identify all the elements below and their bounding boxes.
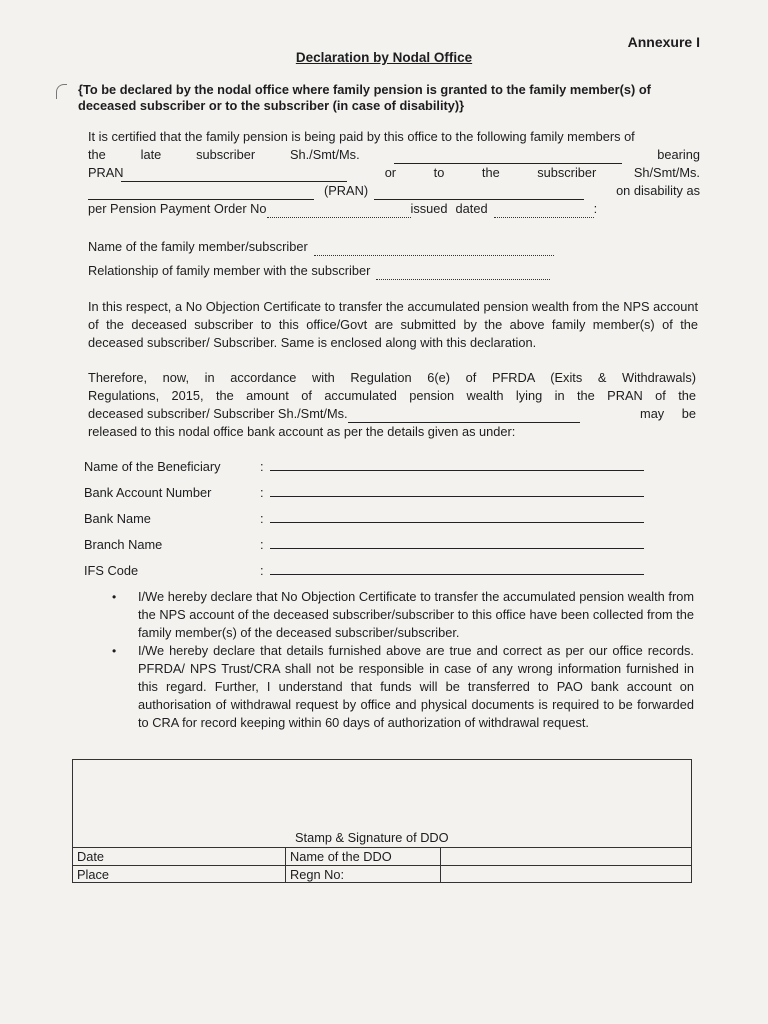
- field-colon: :: [260, 563, 264, 578]
- regulation-line-2: Regulations, 2015, the amount of accumulated pension wealth lying in the PRAN of the: [88, 388, 696, 403]
- declaration-list: [112, 588, 694, 732]
- field-colon: :: [260, 459, 264, 474]
- cert-line-3: [88, 164, 700, 182]
- regulation-line-3: [88, 405, 696, 423]
- signature-table: [73, 847, 691, 883]
- table-row: [73, 848, 691, 866]
- certification-paragraph: [88, 128, 700, 218]
- cert-word: bearing: [657, 147, 700, 162]
- cert-word: the: [481, 165, 500, 180]
- annexure-label: Annexure I: [627, 34, 700, 50]
- regn-value-cell[interactable]: [441, 866, 692, 884]
- cert-word: subscriber: [537, 165, 597, 180]
- cert-word: Sh/Smt/Ms.: [633, 165, 700, 180]
- field-branch-name: [84, 526, 644, 552]
- family-member-label: Name of the family member/subscriber: [88, 239, 308, 254]
- regulation-line-1: Therefore, now, in accordance with Regulation 6(e) of PFRDA (Exits & Withdrawals): [88, 370, 696, 385]
- subscriber-name-blank[interactable]: [394, 150, 622, 164]
- cert-word: the: [88, 147, 106, 162]
- ppo-number-blank[interactable]: [267, 205, 411, 218]
- family-member-block: [88, 238, 700, 280]
- declaration-text: I/We hereby declare that details furnished above are true and correct as per our office records. PFRDA/ NPS Trust/CRA shall not be responsible in case of any wrong information furnished in this regard. Further, I understand that funds will be transferred to PAO bank account on authorisation of withdrawal request by office and physical documents is required to be forwarded to CRA for record keeping within 60 days of authorization of withdrawal request.: [138, 643, 694, 730]
- field-label: Bank Name: [84, 511, 151, 526]
- branch-name-input[interactable]: [270, 534, 644, 549]
- cert-line-4: [88, 182, 700, 200]
- field-colon: :: [260, 537, 264, 552]
- list-item: [112, 588, 694, 642]
- cert-word: PRAN: [88, 165, 124, 180]
- bank-details: [84, 448, 644, 578]
- cert-word: issued: [410, 201, 448, 216]
- field-bank-name: [84, 500, 644, 526]
- cert-line-1: It is certified that the family pension is being paid by this office to the following family members of: [88, 129, 635, 144]
- date-cell[interactable]: Date: [73, 848, 286, 866]
- cert-word: per Pension Payment Order No: [88, 201, 267, 216]
- family-member-blank[interactable]: [314, 243, 554, 256]
- field-beneficiary-name: [84, 448, 644, 474]
- relationship-row: [88, 262, 700, 280]
- cert-line-5: [88, 200, 700, 218]
- bullet-icon: •: [112, 590, 117, 604]
- family-member-row: [88, 238, 700, 256]
- ddo-name-cell[interactable]: Name of the DDO: [286, 848, 441, 866]
- field-colon: :: [260, 485, 264, 500]
- regn-cell[interactable]: Regn No:: [286, 866, 441, 884]
- field-label: Branch Name: [84, 537, 163, 552]
- declaration-text: I/We hereby declare that No Objection Certificate to transfer the accumulated pension wealth from the NPS account of the deceased subscriber/subscriber to this office have been collected from the family member(s) of the deceased subscriber/subscriber.: [138, 589, 694, 640]
- field-colon: :: [260, 511, 264, 526]
- noc-paragraph: In this respect, a No Objection Certificate to transfer the accumulated pension wealth from the NPS account of the deceased subscriber to this office/Govt are submitted by the above family member(s) of the deceased subscriber/ Subscriber. Same is enclosed along with this declaration.: [88, 299, 698, 350]
- document-title: Declaration by Nodal Office: [295, 50, 473, 65]
- intro-note: {To be declared by the nodal office where family pension is granted to the family member(s) of deceased subscriber or to the subscriber (in case of disability)}: [78, 82, 651, 113]
- field-label: Name of the Beneficiary: [84, 459, 221, 474]
- subscriber2-name-blank[interactable]: [88, 186, 314, 200]
- cert-word: Sh./Smt/Ms.: [289, 147, 360, 162]
- cert-word: subscriber: [196, 147, 256, 162]
- stamp-signature-label: Stamp & Signature of DDO: [295, 830, 449, 845]
- deceased-name-blank[interactable]: [348, 409, 580, 423]
- issue-date-blank[interactable]: [494, 205, 594, 218]
- cert-word: to: [433, 165, 445, 180]
- cert-word: on disability as: [616, 183, 700, 198]
- signature-box: [72, 759, 692, 883]
- field-bank-account: [84, 474, 644, 500]
- pran2-blank[interactable]: [374, 186, 584, 200]
- pran-blank[interactable]: [121, 168, 347, 182]
- cert-line-2: [88, 146, 700, 164]
- field-label: IFS Code: [84, 563, 139, 578]
- place-cell[interactable]: Place: [73, 866, 286, 884]
- relationship-label: Relationship of family member with the subscriber: [88, 263, 371, 278]
- bank-name-input[interactable]: [270, 508, 644, 523]
- cert-word: or: [384, 165, 397, 180]
- ifs-code-input[interactable]: [270, 560, 644, 575]
- list-item: [112, 642, 694, 732]
- bullet-icon: •: [112, 644, 117, 658]
- cert-word: :: [593, 201, 598, 216]
- regulation-paragraph: [88, 369, 696, 441]
- table-row: [73, 866, 691, 884]
- beneficiary-name-input[interactable]: [270, 456, 644, 471]
- ddo-name-value-cell[interactable]: [441, 848, 692, 866]
- pen-mark-icon: [56, 84, 67, 99]
- regulation-text: deceased subscriber/ Subscriber Sh./Smt/Ms.: [88, 406, 348, 421]
- relationship-blank[interactable]: [376, 267, 550, 280]
- field-ifs-code: [84, 552, 644, 578]
- regulation-text: may be: [640, 406, 696, 421]
- cert-word: dated: [455, 201, 488, 216]
- bank-account-input[interactable]: [270, 482, 644, 497]
- cert-word: late: [140, 147, 162, 162]
- regulation-line-4: released to this nodal office bank account as per the details given as under:: [88, 424, 516, 439]
- cert-word: (PRAN): [324, 183, 369, 198]
- field-label: Bank Account Number: [84, 485, 212, 500]
